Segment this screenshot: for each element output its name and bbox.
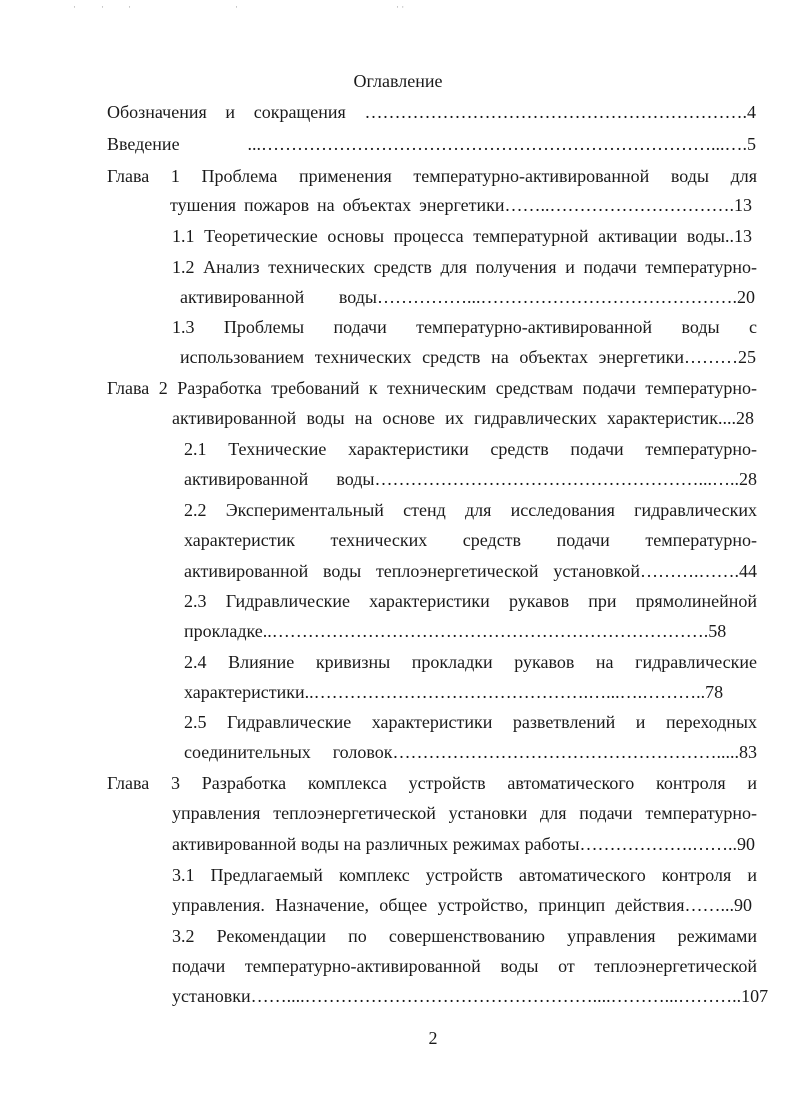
toc-entry: Глава 2 Разработка требований к техническим средствам подачи температурно- [107,378,757,398]
toc-entry-continuation: использованием технических средств на объектах энергетики………25 [180,347,756,367]
toc-entry-continuation: тушения пожаров на объектах энергетики……..………………………….13 [170,195,752,215]
toc-entry: 2.3 Гидравлические характеристики рукавов при прямолинейной [184,591,757,611]
toc-entry-continuation: активированной воды……………...…………………………………….20 [180,287,755,307]
toc-entry: 1.2 Анализ технических средств для получения и подачи температурно- [172,257,757,277]
toc-entry: 1.1 Теоретические основы процесса температурной активации воды..13 [172,226,752,246]
toc-entry: 2.5 Гидравлические характеристики разветвлений и переходных [184,712,757,732]
toc-entry-continuation: характеристики..……………………………………….…...….………..78 [184,682,724,702]
toc-entry: Глава 3 Разработка комплекса устройств автоматического контроля и [107,773,757,793]
toc-entry: 2.4 Влияние кривизны прокладки рукавов на гидравлические [184,652,757,672]
toc-entry-continuation: соединительных головок……………………………………………….....83 [184,742,757,762]
toc-entry: Обозначения и сокращения ……………………………………………………….4 [107,102,756,122]
toc-entry: 1.3 Проблемы подачи температурно-активированной воды с [172,317,757,337]
toc-entry-continuation: активированной воды………………………………………………...…..28 [184,469,757,489]
toc-entry-continuation: активированной воды теплоэнергетической установкой……….…….44 [184,561,757,581]
scan-mark: · [101,2,104,12]
scan-mark: · [73,2,76,12]
toc-entry-continuation: активированной воды на различных режимах работы……………….……..90 [172,834,755,854]
toc-entry-continuation: подачи температурно-активированной воды от теплоэнергетической [172,956,757,976]
toc-entry: Глава 1 Проблема применения температурно-активированной воды для [107,166,757,186]
page-number: 2 [428,1028,438,1048]
page-title: Оглавление [353,71,443,91]
toc-entry-continuation: активированной воды на основе их гидравлических характеристик....28 [172,408,754,428]
toc-entry-continuation: прокладке..……………………………………………………………….58 [184,621,727,641]
scan-mark: · [128,2,131,12]
toc-entry: 3.1 Предлагаемый комплекс устройств автоматического контроля и [172,865,757,885]
toc-entry: 2.1 Технические характеристики средств подачи температурно- [184,439,757,459]
toc-entry: 2.2 Экспериментальный стенд для исследования гидравлических [184,500,757,520]
toc-entry: Введение ...…………………………………………………………………...….5 [107,134,756,154]
scan-mark: · [235,2,238,12]
toc-entry-continuation: установки……....…………………………………………....………...………..107 [172,986,769,1006]
toc-entry-continuation: управления теплоэнергетической установки для подачи температурно- [172,803,757,823]
toc-entry-continuation: характеристик технических средств подачи температурно- [184,530,757,550]
scan-mark: · · [396,2,405,12]
toc-entry-continuation: управления. Назначение, общее устройство, принцип действия……...90 [172,895,752,915]
toc-entry: 3.2 Рекомендации по совершенствованию управления режимами [172,926,757,946]
